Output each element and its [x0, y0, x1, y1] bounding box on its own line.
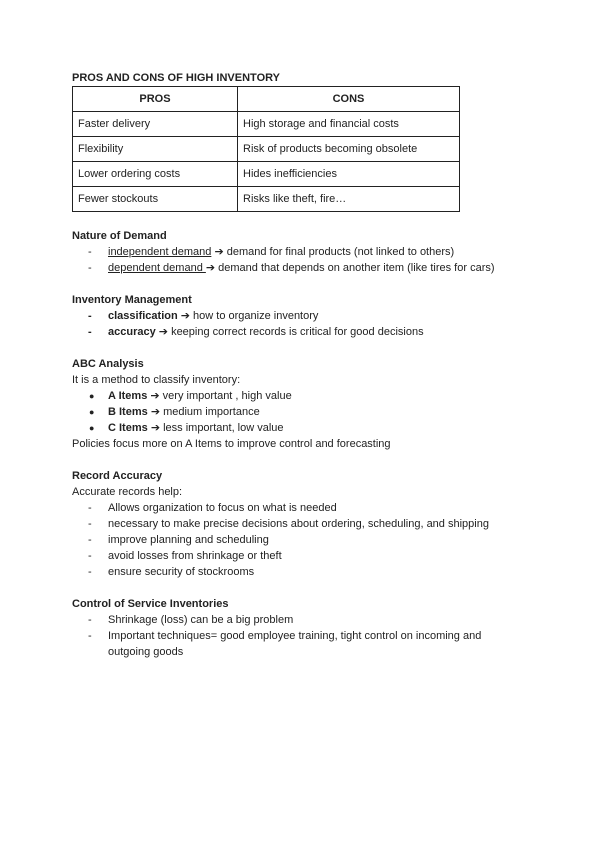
bullet-icon: ● [89, 391, 95, 401]
term-bold: B Items [108, 406, 148, 418]
dash-marker: - [88, 534, 92, 546]
cons-header: CONS [238, 87, 460, 112]
dash-marker: - [88, 326, 92, 338]
dash-marker: - [88, 550, 92, 562]
pros-cell: Lower ordering costs [73, 162, 238, 187]
term-bold: A Items [108, 390, 148, 402]
table-header-row [73, 87, 460, 112]
section-intro: Accurate records help: [72, 486, 183, 498]
inventory-management-section [72, 292, 532, 340]
table-row [73, 137, 460, 162]
abc-analysis-section [72, 356, 532, 452]
cons-cell: Hides inefficiencies [238, 162, 460, 187]
arrow-icon: ➔ [214, 246, 224, 258]
list-item-text: Allows organization to focus on what is needed [108, 502, 337, 514]
arrow-icon: ➔ [150, 422, 161, 434]
term-bold: classification [108, 310, 178, 322]
list-item-text: avoid losses from shrinkage or theft [108, 550, 282, 562]
table-title: PROS AND CONS OF HIGH INVENTORY [72, 72, 281, 84]
nature-of-demand-section [72, 228, 532, 276]
list-item [72, 260, 532, 276]
arrow-icon: ➔ [150, 390, 160, 402]
dash-marker: - [88, 566, 92, 578]
dash-marker: - [88, 246, 92, 258]
cons-cell: Risk of products becoming obsolete [238, 137, 460, 162]
section-heading: Control of Service Inventories [72, 598, 229, 610]
list-item [72, 388, 532, 404]
term-bold: accuracy [108, 326, 156, 338]
list-item [72, 628, 508, 660]
term-description: how to organize inventory [193, 310, 319, 322]
list-item-text: ensure security of stockrooms [108, 566, 255, 578]
dash-marker: - [88, 502, 92, 514]
bullet-icon: ● [89, 423, 95, 433]
term-description: very important , high value [162, 390, 292, 402]
arrow-icon: ➔ [205, 262, 216, 274]
dash-list [72, 308, 532, 340]
term-description: demand for final products (not linked to others) [226, 246, 455, 258]
pros-cell: Faster delivery [73, 112, 238, 137]
term-description: demand that depends on another item (like tires for cars) [218, 262, 495, 274]
dash-list [72, 500, 532, 580]
table-row [73, 112, 460, 137]
section-heading: ABC Analysis [72, 358, 144, 370]
list-item-text: Important techniques= good employee training, tight control on incoming and outgoing goods [108, 630, 482, 658]
arrow-icon: ➔ [180, 310, 190, 322]
document-page [72, 72, 532, 660]
arrow-icon: ➔ [158, 326, 168, 338]
dash-marker: - [88, 518, 92, 530]
list-item [72, 548, 532, 564]
pros-header: PROS [73, 87, 238, 112]
term-description: keeping correct records is critical for good decisions [171, 326, 424, 338]
term-description: less important, low value [163, 422, 284, 434]
term-bold: C Items [108, 422, 148, 434]
list-item [72, 612, 532, 628]
list-item-text: necessary to make precise decisions about ordering, scheduling, and shipping [108, 518, 489, 530]
list-item [72, 404, 532, 420]
dash-marker: - [88, 310, 92, 322]
term-description: medium importance [163, 406, 260, 418]
cons-cell: High storage and financial costs [238, 112, 460, 137]
list-item [72, 244, 532, 260]
cons-cell: Risks like theft, fire… [238, 187, 460, 212]
section-outro: Policies focus more on A Items to improve control and forecasting [72, 438, 391, 450]
list-item [72, 420, 532, 436]
section-intro: It is a method to classify inventory: [72, 374, 241, 386]
arrow-icon: ➔ [150, 406, 161, 418]
list-item [72, 500, 532, 516]
bullet-icon: ● [89, 407, 95, 417]
section-heading: Record Accuracy [72, 470, 163, 482]
list-item-text: improve planning and scheduling [108, 534, 269, 546]
section-heading: Nature of Demand [72, 230, 167, 242]
service-inventories-section [72, 596, 532, 660]
term-underlined: dependent demand [108, 262, 206, 274]
dash-marker: - [88, 262, 92, 274]
dash-list [72, 244, 532, 276]
dash-marker: - [88, 614, 92, 626]
list-item [72, 324, 532, 340]
table-row [73, 187, 460, 212]
list-item [72, 532, 532, 548]
dash-marker: - [88, 630, 92, 642]
list-item-text: Shrinkage (loss) can be a big problem [108, 614, 294, 626]
pros-cell: Fewer stockouts [73, 187, 238, 212]
list-item [72, 516, 532, 532]
pros-cons-table [72, 86, 460, 212]
section-heading: Inventory Management [72, 294, 192, 306]
bullet-list [72, 388, 532, 436]
table-row [73, 162, 460, 187]
pros-cell: Flexibility [73, 137, 238, 162]
list-item [72, 564, 532, 580]
dash-list [72, 612, 532, 660]
list-item [72, 308, 532, 324]
term-underlined: independent demand [108, 246, 212, 258]
record-accuracy-section [72, 468, 532, 580]
